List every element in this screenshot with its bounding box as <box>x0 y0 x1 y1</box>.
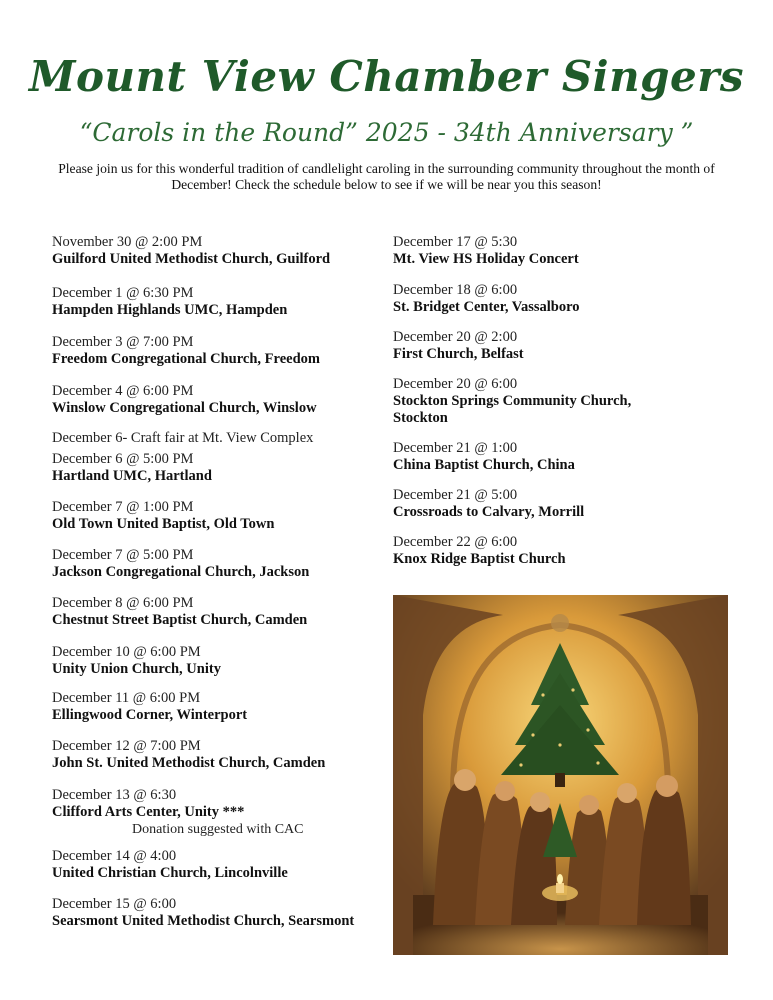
event-note: December 6- Craft fair at Mt. View Complex <box>52 430 314 446</box>
event-item <box>393 376 683 427</box>
event-date: December 14 @ 4:00 <box>52 848 177 864</box>
event-venue: Chestnut Street Baptist Church, Camden <box>52 612 308 628</box>
event-date: December 13 @ 6:30 <box>52 787 177 803</box>
event-date: December 6 @ 5:00 PM <box>52 451 194 467</box>
event-date: December 4 @ 6:00 PM <box>52 383 194 399</box>
event-item <box>393 234 579 268</box>
page-subtitle: “Carols in the Round” 2025 - 34th Anniversary ” <box>79 118 694 147</box>
page-title: Mount View Chamber Singers <box>28 52 745 101</box>
event-venue: Stockton Springs Community Church, Stockton <box>393 393 632 426</box>
event-date: December 17 @ 5:30 <box>393 234 518 250</box>
event-item <box>52 334 320 368</box>
event-date: December 7 @ 5:00 PM <box>52 547 194 563</box>
event-venue: Ellingwood Corner, Winterport <box>52 707 248 723</box>
event-item <box>52 690 247 724</box>
event-venue: Guilford United Methodist Church, Guilford <box>52 251 331 267</box>
event-venue: Old Town United Baptist, Old Town <box>52 516 275 532</box>
event-item <box>52 383 317 417</box>
event-item <box>393 329 524 363</box>
event-date: December 15 @ 6:00 <box>52 896 177 912</box>
event-venue: Mt. View HS Holiday Concert <box>393 251 579 267</box>
event-date: December 10 @ 6:00 PM <box>52 644 201 660</box>
event-item <box>52 499 274 533</box>
event-date: December 21 @ 5:00 <box>393 487 518 503</box>
event-venue: John St. United Methodist Church, Camden <box>52 755 326 771</box>
intro-text: Please join us for this wonderful tradition of candlelight caroling in the surrounding community throughout the month of December! Check the schedule below to see if we will be near you this season! <box>58 161 715 192</box>
event-venue: Jackson Congregational Church, Jackson <box>52 564 310 580</box>
candle-flame <box>557 874 563 884</box>
event-venue: Searsmont United Methodist Church, Searsmont <box>52 913 355 929</box>
event-venue: Hampden Highlands UMC, Hampden <box>52 302 288 318</box>
event-venue: United Christian Church, Lincolnville <box>52 865 288 881</box>
event-date: December 12 @ 7:00 PM <box>52 738 201 754</box>
event-item <box>393 534 566 568</box>
event-date: November 30 @ 2:00 PM <box>52 234 203 250</box>
event-date: December 8 @ 6:00 PM <box>52 595 194 611</box>
event-date: December 20 @ 6:00 <box>393 376 518 392</box>
event-venue: Freedom Congregational Church, Freedom <box>52 351 320 367</box>
event-date: December 18 @ 6:00 <box>393 282 518 298</box>
event-item <box>393 282 580 316</box>
event-item <box>52 547 309 581</box>
event-venue: Winslow Congregational Church, Winslow <box>52 400 317 416</box>
event-item <box>52 738 325 772</box>
event-venue: Hartland UMC, Hartland <box>52 468 212 484</box>
event-venue: Unity Union Church, Unity <box>52 661 221 677</box>
event-item <box>52 644 221 678</box>
monks-christmas-tree-painting <box>393 595 728 955</box>
event-extra-note: Donation suggested with CAC <box>132 822 304 837</box>
event-item <box>52 234 330 268</box>
painting-ornament <box>551 614 569 632</box>
event-item <box>52 451 212 485</box>
christmas-tree-trunk <box>555 773 565 787</box>
event-venue: Crossroads to Calvary, Morrill <box>393 504 585 520</box>
event-date: December 3 @ 7:00 PM <box>52 334 194 350</box>
candle <box>556 883 564 893</box>
event-item <box>52 848 288 882</box>
event-date: December 22 @ 6:00 <box>393 534 518 550</box>
event-date: December 21 @ 1:00 <box>393 440 518 456</box>
event-date: December 1 @ 6:30 PM <box>52 285 194 301</box>
event-item <box>393 487 584 521</box>
event-item <box>52 787 304 838</box>
event-item <box>52 595 307 629</box>
event-venue: China Baptist Church, China <box>393 457 575 473</box>
event-venue: Clifford Arts Center, Unity *** <box>52 804 245 820</box>
event-date: December 11 @ 6:00 PM <box>52 690 201 706</box>
event-venue: First Church, Belfast <box>393 346 524 362</box>
event-venue: Knox Ridge Baptist Church <box>393 551 566 567</box>
event-venue: St. Bridget Center, Vassalboro <box>393 299 580 315</box>
event-item <box>52 285 287 319</box>
event-date: December 7 @ 1:00 PM <box>52 499 194 515</box>
event-date: December 20 @ 2:00 <box>393 329 518 345</box>
event-item <box>52 896 372 930</box>
event-item <box>393 440 575 474</box>
